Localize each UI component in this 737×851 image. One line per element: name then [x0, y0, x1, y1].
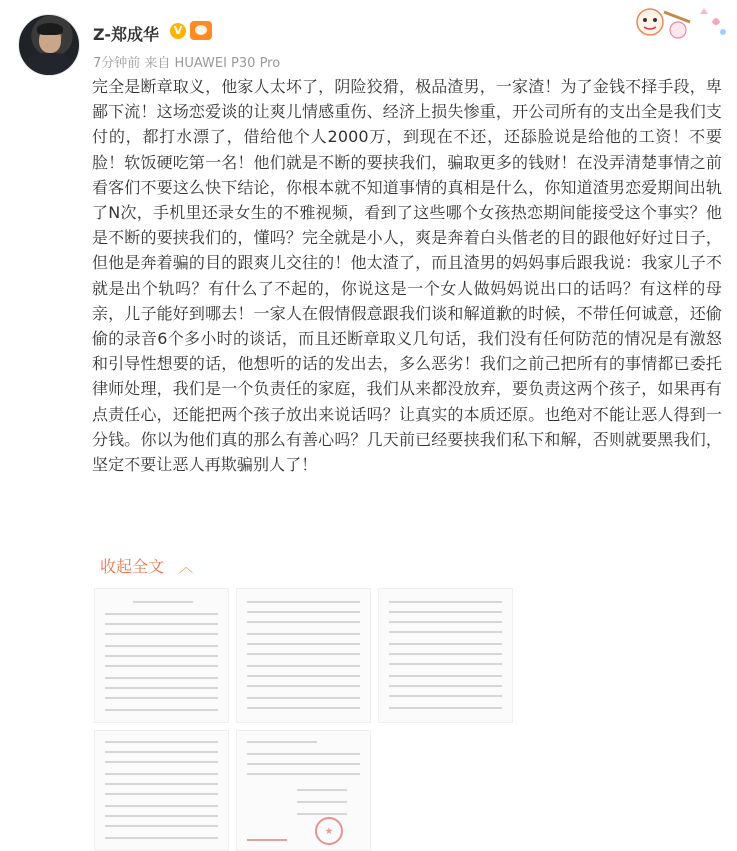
post-header	[0, 0, 737, 80]
post-image-5[interactable]	[236, 730, 371, 851]
post-meta	[93, 52, 280, 71]
collapse-text-button[interactable]	[100, 554, 193, 577]
post-image-1[interactable]	[94, 588, 229, 723]
fan-badge-icon	[190, 21, 212, 40]
post-image-2[interactable]	[236, 588, 371, 723]
verified-badge-icon: V	[170, 23, 186, 39]
post-image-3[interactable]	[378, 588, 513, 723]
post-text: 完全是断章取义，他家人太坏了，阴险狡猾，极品渣男，一家渣！为了金钱不择手段，卑鄙下流！这场恋爱谈的让爽儿情感重伤、经济上损失惨重，开公司所有的支出全是我们支付的，都打水漂了，借给他个人2000万，到现在不还，还舔脸说是给他的工资！不要脸！软饭硬吃第一名！他们就是不断的要挟我们，骗取更多的钱财！在没弄清楚事情之前看客们不要这么快下结论，你根本就不知道事情的真相是什么，你知道渣男恋爱期间出轨了N次，手机里还录女生的不雅视频，看到了这些哪个女孩热恋期间能接受这个事实？他是不断的要挟我们的，懂吗？完全就是小人，爽是奔着白头偕老的目的跟他好好过日子，但他是奔着骗的目的跟爽儿交往的！他太渣了，而且渣男的妈妈事后跟我说：我家儿子不就是出个轨吗？有什么了不起的，你说这是一个女人做妈妈说出口的话吗？有这样的母亲，儿子能好到哪去！一家人在假情假意跟我们谈和解道歉的时候，不带任何诚意，还偷偷的录音6个多小时的谈话，而且还断章取义几句话，我们没有任何防范的情况是有激怒和引导性想要的话，他想听的话的发出去，多么恶劣！我们之前己把所有的事情都已委托律师处理，我们是一个负责任的家庭，我们从来都没放弃，要负责这两个孩子，如果再有点责任心，还能把两个孩子放出来说话吗？让真实的本质还原。也绝对不能让恶人得到一分钱。你以为他们真的那么有善心吗？几天前已经要挟我们私下和解，否则就要黑我们，坚定不要让恶人再欺骗别人了！	[92, 77, 722, 475]
user-name[interactable]: Z-郑成华	[93, 25, 159, 44]
avatar[interactable]	[18, 14, 80, 76]
timestamp[interactable]: 7分钟前	[93, 56, 141, 71]
chevron-up-icon: ︿	[179, 560, 194, 576]
collapse-label: 收起全文	[100, 557, 165, 576]
post-image-4[interactable]	[94, 730, 229, 851]
cartoon-decoration-icon	[630, 2, 730, 40]
post-source: 来自 HUAWEI P30 Pro	[144, 56, 281, 71]
